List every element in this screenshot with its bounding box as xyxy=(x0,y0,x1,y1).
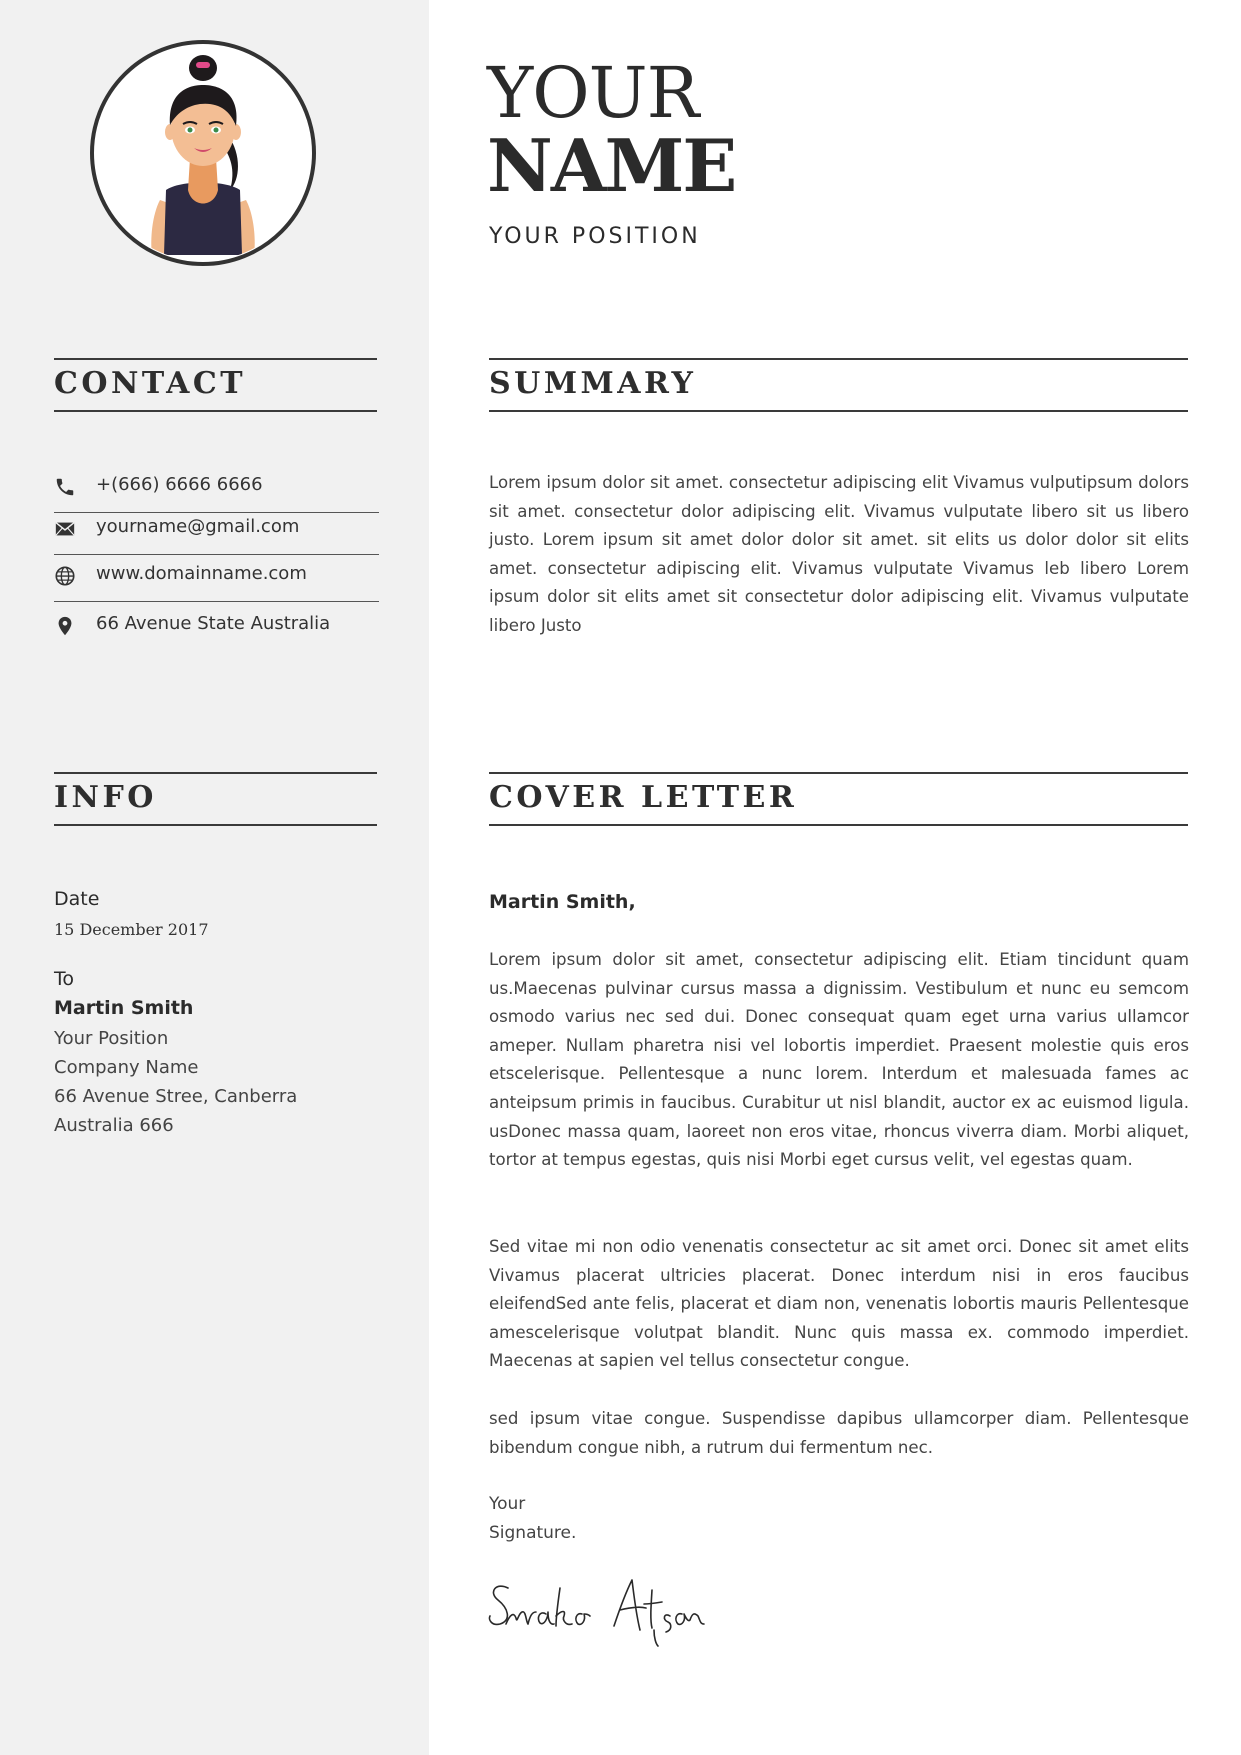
map-pin-icon xyxy=(54,615,76,637)
contact-section-header xyxy=(54,358,377,412)
summary-section-header xyxy=(489,358,1188,412)
contact-email xyxy=(54,510,379,555)
to-label: To xyxy=(54,968,75,990)
summary-heading: SUMMARY xyxy=(489,366,697,401)
recipient-name: Martin Smith xyxy=(54,997,194,1019)
letter-greeting: Martin Smith, xyxy=(489,891,636,913)
cover-letter-section-header xyxy=(489,772,1188,826)
contact-heading: CONTACT xyxy=(54,366,247,401)
date-value: 15 December 2017 xyxy=(54,920,209,939)
envelope-icon xyxy=(54,518,76,540)
contact-website xyxy=(54,557,379,602)
letter-paragraph-1: Lorem ipsum dolor sit amet, consectetur adipiscing elit. Etiam tincidunt quam us.Maecenas pulvinar cursus massa a dignissim. Vestibulum et nunc eu semcom osmodo varius nec sed dui. Donec consequat quam eget urna varius ullamcor ameper. Nullam pharetra nisi vel lobortis imperdiet. Praesent molestie quis eros etscelerisque. Pellentesque a nunc lorem. Interdum et malesuada fames ac anteipsum primis in faucibus. Curabitur ut nisl blandit, auctor ex ac euismod ligula. usDonec massa quam, laoreet non eros vitae, rhoncus viverra diam. Morbi aliquet, tortor at tempus egestas, quis nisi Morbi eget cursus velit, vel egestas quam. xyxy=(489,950,1189,1170)
phone-text: +(666) 6666 6666 xyxy=(96,474,263,495)
name-first-line: YOUR xyxy=(487,52,699,134)
letter-paragraph-3: sed ipsum vitae congue. Suspendisse dapibus ullamcorper diam. Pellentesque bibendum congue nibh, a rutrum dui fermentum nec. xyxy=(489,1409,1189,1457)
website-text: www.domainname.com xyxy=(96,563,307,584)
avatar xyxy=(90,40,316,266)
letter-paragraph-2: Sed vitae mi non odio venenatis consectetur ac sit amet orci. Donec sit amet elits Vivamus placerat ultricies placerat. Donec interdum nisi in eros faucibus eleifendSed ante felis, placerat et diam non, venenatis lobortis mauris Pellentesque amescelerisque volutpat blandit. Nunc quis massa ex. commodo imperdiet. Maecenas at sapien vel tellus consectetur congue. xyxy=(489,1237,1189,1371)
contact-phone xyxy=(54,468,379,513)
position-title: YOUR POSITION xyxy=(489,224,701,249)
closing-line-1: Your xyxy=(489,1494,526,1514)
company-name: Company Name xyxy=(54,1057,199,1078)
recipient-address-line2: Australia 666 xyxy=(54,1115,174,1136)
address-text: 66 Avenue State Australia xyxy=(96,613,331,634)
closing-line-2: Signature. xyxy=(489,1523,577,1543)
cover-letter-heading: COVER LETTER xyxy=(489,780,798,815)
recipient-position: Your Position xyxy=(54,1028,169,1049)
summary-text: Lorem ipsum dolor sit amet. consectetur adipiscing elit Vivamus vulputipsum dolors sit amet. consectetur dolor adipiscing elit. Vivamus vulputate libero sit us libero justo. Lorem ipsum sit amet dolor dolor sit amet. sit elits us dolor dolor sit elits amet. consectetur adipiscing elit. Vivamus vulputate Vivamus leb libero Lorem ipsum dolor sit elits amet sit consectetur dolor adipiscing elit. Vivamus vulputate libero Justo xyxy=(489,473,1189,635)
handwritten-signature xyxy=(486,1568,706,1648)
phone-icon xyxy=(54,476,76,498)
email-text: yourname@gmail.com xyxy=(96,516,300,537)
info-section-header xyxy=(54,772,377,826)
info-heading: INFO xyxy=(54,780,157,815)
date-label: Date xyxy=(54,888,100,910)
contact-address xyxy=(54,607,379,651)
recipient-address-line1: 66 Avenue Stree, Canberra xyxy=(54,1086,298,1107)
globe-icon xyxy=(54,565,76,587)
avatar-illustration xyxy=(90,40,316,266)
name-second-line: NAME xyxy=(487,123,736,208)
